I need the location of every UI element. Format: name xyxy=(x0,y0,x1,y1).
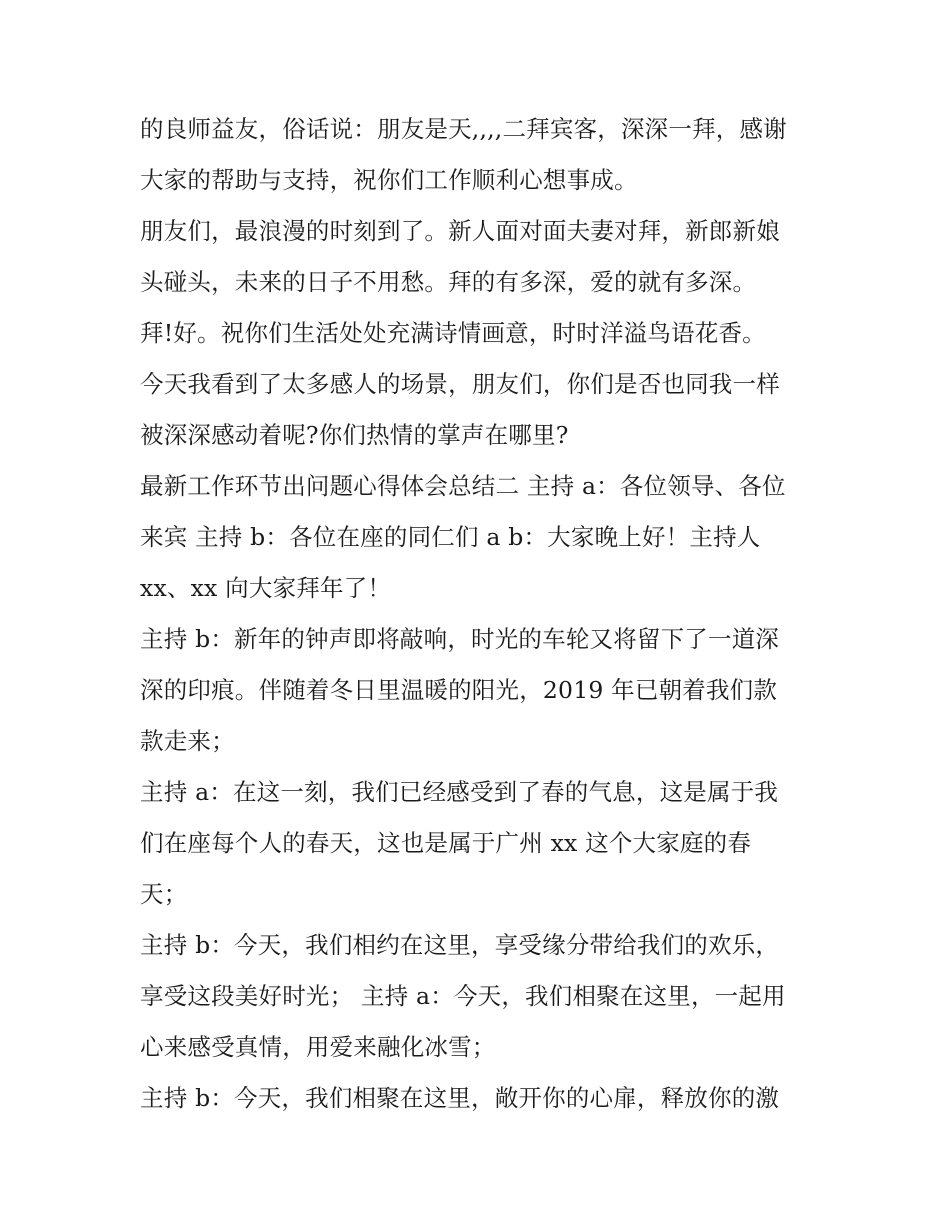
text-line: 最新工作环节出问题心得体会总结二 主持 a：各位领导、各位 xyxy=(140,472,786,500)
text-line: xx、xx 向大家拜年了！ xyxy=(140,574,392,602)
text-line: 主持 b：新年的钟声即将敲响，时光的车轮又将留下了一道深 xyxy=(140,625,780,653)
paragraph xyxy=(140,1073,820,1124)
text-line: 今天我看到了太多感人的场景，朋友们，你们是否也同我一样 xyxy=(140,370,780,398)
paragraph xyxy=(140,461,820,614)
text-line: 的良师益友，俗话说：朋友是天,,,,二拜宾客，深深一拜，感谢 xyxy=(140,115,787,143)
text-line: 朋友们，最浪漫的时刻到了。新人面对面夫妻对拜，新郎新娘 xyxy=(140,217,780,245)
text-line: 天； xyxy=(140,880,188,908)
text-line: 款走来； xyxy=(140,727,235,755)
paragraph xyxy=(140,104,820,206)
text-line: 主持 b：今天，我们相聚在这里，敞开你的心扉，释放你的激 xyxy=(140,1084,780,1112)
text-line: 被深深感动着呢?你们热情的掌声在哪里? xyxy=(140,421,569,449)
text-line: 主持 b：今天，我们相约在这里，享受缘分带给我们的欢乐， xyxy=(140,931,780,959)
text-line: 主持 a：在这一刻，我们已经感受到了春的气息，这是属于我 xyxy=(140,778,779,806)
paragraph xyxy=(140,920,820,1073)
text-line: 深的印痕。伴随着冬日里温暖的阳光，2019 年已朝着我们款 xyxy=(140,676,778,704)
text-line: 大家的帮助与支持，祝你们工作顺利心想事成。 xyxy=(140,166,638,194)
text-line: 心来感受真情，用爱来融化冰雪； xyxy=(140,1033,496,1061)
paragraph xyxy=(140,308,820,359)
text-line: 拜!好。祝你们生活处处充满诗情画意，时时洋溢鸟语花香。 xyxy=(140,319,766,347)
paragraph xyxy=(140,767,820,920)
text-line: 们在座每个人的春天，这也是属于广州 xx 这个大家庭的春 xyxy=(140,829,752,857)
paragraph xyxy=(140,206,820,308)
text-line: 来宾 主持 b：各位在座的同仁们 a b：大家晚上好！主持人 xyxy=(140,523,761,551)
text-line: 享受这段美好时光； 主持 a：今天，我们相聚在这里，一起用 xyxy=(140,982,786,1010)
paragraph xyxy=(140,359,820,461)
document-body xyxy=(140,104,820,1124)
text-line: 头碰头，未来的日子不用愁。拜的有多深，爱的就有多深。 xyxy=(140,268,757,296)
paragraph xyxy=(140,614,820,767)
